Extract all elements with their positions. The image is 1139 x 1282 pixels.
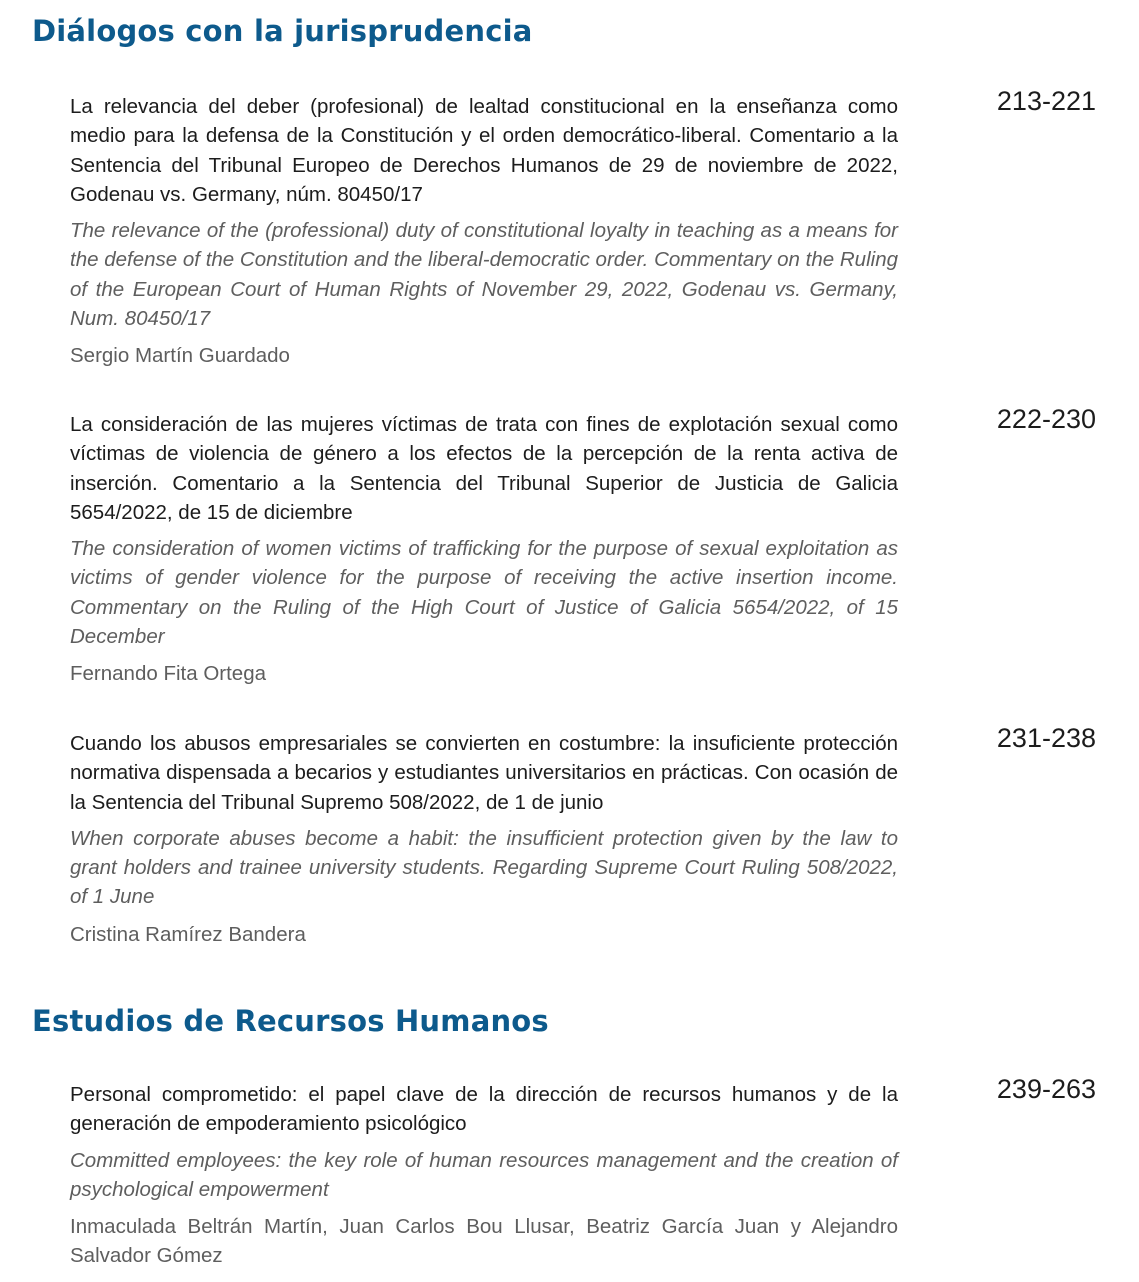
entry-author: Fernando Fita Ortega xyxy=(70,662,266,686)
toc-entry[interactable] xyxy=(70,404,1096,689)
entry-author: Cristina Ramírez Bandera xyxy=(70,922,306,946)
toc-entry-body xyxy=(70,92,898,371)
entry-author: Sergio Martín Guardado xyxy=(70,344,290,368)
toc-entry[interactable] xyxy=(70,723,1096,949)
toc-entry[interactable] xyxy=(70,1074,1096,1271)
entry-title: La consideración de las mujeres víctimas de trata con fines de explotación sexual como víctimas de violencia de género a los efectos de la percepción de la renta activa de inserción. Comentario a la Sentencia del Tribunal Superior de Justicia de Galicia 5654/2022, de 15 de diciembre xyxy=(70,413,898,524)
toc-entry-body xyxy=(70,1080,898,1271)
page-range: 231-238 xyxy=(996,723,1096,753)
entry-translation: The consideration of women victims of trafficking for the purpose of sexual exploitation as victims of gender violence for the purpose of receiving the active insertion income. Commentary on the Ruling of the High Court of Justice of Galicia 5654/2022, of 15 December xyxy=(70,537,898,649)
entry-author: Inmaculada Beltrán Martín, Juan Carlos Bou Llusar, Beatriz García Juan y Alejandro Salvador Gómez xyxy=(70,1215,898,1268)
toc-entry[interactable] xyxy=(70,86,1096,371)
page-range: 213-221 xyxy=(996,86,1096,116)
toc-entry-body xyxy=(70,729,898,949)
section-title-dialogos: Diálogos con la jurisprudencia xyxy=(32,14,533,48)
entry-title: Personal comprometido: el papel clave de la dirección de recursos humanos y de la generación de empoderamiento psicológico xyxy=(70,1083,898,1136)
toc-entry-body xyxy=(70,410,898,689)
page-range: 239-263 xyxy=(996,1074,1096,1104)
entry-translation: The relevance of the (professional) duty of constitutional loyalty in teaching as a means for the defense of the Constitution and the liberal-democratic order. Commentary on the Ruling of the European Court of Human Rights of November 29, 2022, Godenau vs. Germany, Num. 80450/17 xyxy=(70,219,898,331)
entry-translation: Committed employees: the key role of human resources management and the creation of psychological empowerment xyxy=(70,1148,898,1201)
entry-title: La relevancia del deber (profesional) de lealtad constitucional en la enseñanza como medio para la defensa de la Constitución y el orden democrático-liberal. Comentario a la Sentencia del Tribunal Europeo de Derechos Humanos de 29 de noviembre de 2022, Godenau vs. Germany, núm. 80450/17 xyxy=(70,95,898,206)
entry-title: Cuando los abusos empresariales se convierten en costumbre: la insuficiente protección normativa dispensada a becarios y estudiantes universitarios en prácticas. Con ocasión de la Sentencia del Tribunal Supremo 508/2022, de 1 de junio xyxy=(70,732,898,814)
page-range: 222-230 xyxy=(996,404,1096,434)
entry-translation: When corporate abuses become a habit: the insufficient protection given by the law to grant holders and trainee university students. Regarding Supreme Court Ruling 508/2022, of 1 June xyxy=(70,826,898,909)
section-title-recursos-humanos: Estudios de Recursos Humanos xyxy=(32,1004,549,1038)
